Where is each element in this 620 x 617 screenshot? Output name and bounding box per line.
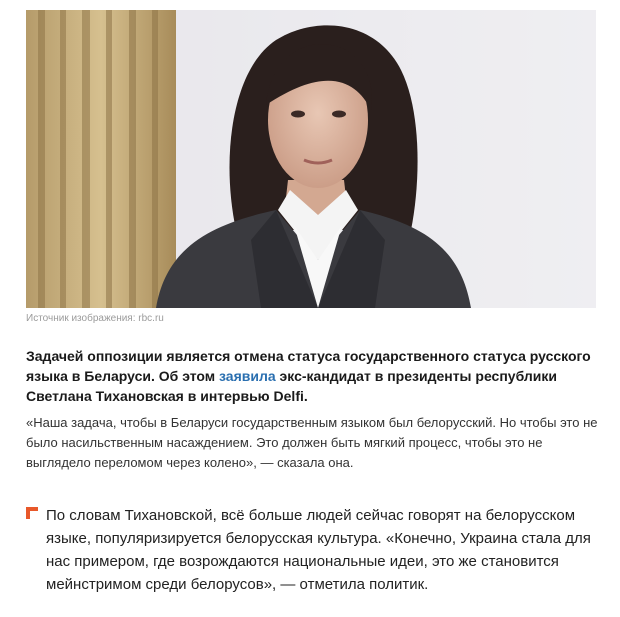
lead-text-start: Задачей оппозиции является отмена статуса государственного статуса русского языка в Беларуси. Об этом — [26, 348, 591, 384]
source-link[interactable]: заявила — [219, 368, 276, 384]
highlight-block — [26, 504, 606, 596]
corner-marker-icon — [26, 507, 38, 519]
highlight-text: По словам Тихановской, всё больше людей сейчас говорят на белорусском языке, популяризируется белорусская культура. «Конечно, Украина стала для нас примером, где возрождаются национальные идеи, это же становится мейнстримом среди белорусов», — отметила политик. — [46, 507, 591, 593]
quote-paragraph: «Наша задача, чтобы в Беларуси государственным языком был белорусский. Но чтобы это не было насильственным насаждением. Это должен быть мягкий процесс, чтобы это не выглядело переломом через колено», — сказала она. — [26, 415, 598, 470]
image-caption: Источник изображения: rbc.ru — [26, 313, 164, 324]
portrait-illustration — [26, 10, 596, 308]
article-lead — [26, 346, 601, 406]
article-photo — [26, 10, 596, 308]
lead-text-end: экс-кандидат в президенты республики Светлана Тихановская в интервью Delfi. — [26, 368, 557, 404]
